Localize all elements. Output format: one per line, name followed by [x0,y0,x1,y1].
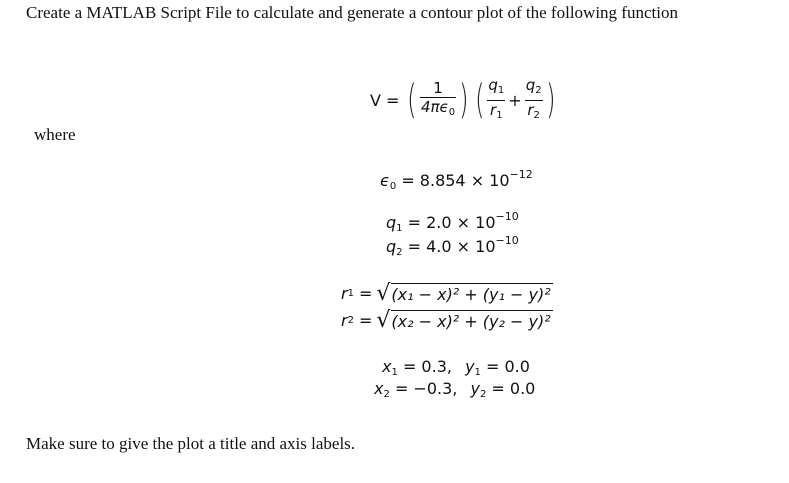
charge1-position: $x_1 = 0.3$, $y_1 = 0.0$ [382,357,530,378]
right-paren-1: ) [459,77,469,123]
term2-numerator: $q_2$ [525,75,542,96]
q2-definition: $q_2 = 4.0 \times 10^{-10}$ [386,234,519,258]
v-lhs: V [370,90,381,110]
sqrt-icon: √ [376,307,391,333]
plus-sign: + [508,90,522,110]
r2-radicand: (x₂ − x)² + (y₂ − y)² [391,312,551,331]
term2-denominator: $r_2$ [527,100,540,121]
constant-numerator: 1 [433,78,443,97]
charge2-position: $x_2 = -0.3$, $y_2 = 0.0$ [374,379,536,400]
right-paren-2: ) [545,77,556,123]
problem-intro-text: Create a MATLAB Script File to calculate and generate a contour plot of the following function [26,3,678,22]
term2-fraction [525,76,543,125]
left-paren-2: ( [474,77,485,123]
q1-definition: $q_1 = 2.0 \times 10^{-10}$ [386,210,519,234]
constant-denominator: $4\pi\epsilon_0$ [420,97,456,118]
r1-radicand: (x₁ − x)² + (y₁ − y)² [391,285,551,304]
term1-fraction [487,76,505,125]
epsilon-definition: $\epsilon_0 = 8.854 \times 10^{-12}$ [380,168,533,192]
r1-definition: r 1 = √ (x₁ − x)² + (y₁ − y)² [341,280,551,306]
v-equation [370,74,558,126]
instruction-footer: Make sure to give the plot a title and axis labels. [26,434,356,453]
left-paren-1: ( [407,77,417,123]
where-label: where [34,125,76,144]
v-equals: = [385,90,400,110]
term1-denominator: $r_1$ [490,100,503,121]
constant-fraction [420,79,456,122]
term1-numerator: $q_1$ [488,75,505,96]
sqrt-icon: √ [376,280,391,306]
r2-definition: r 2 = √ (x₂ − x)² + (y₂ − y)² [341,307,551,333]
